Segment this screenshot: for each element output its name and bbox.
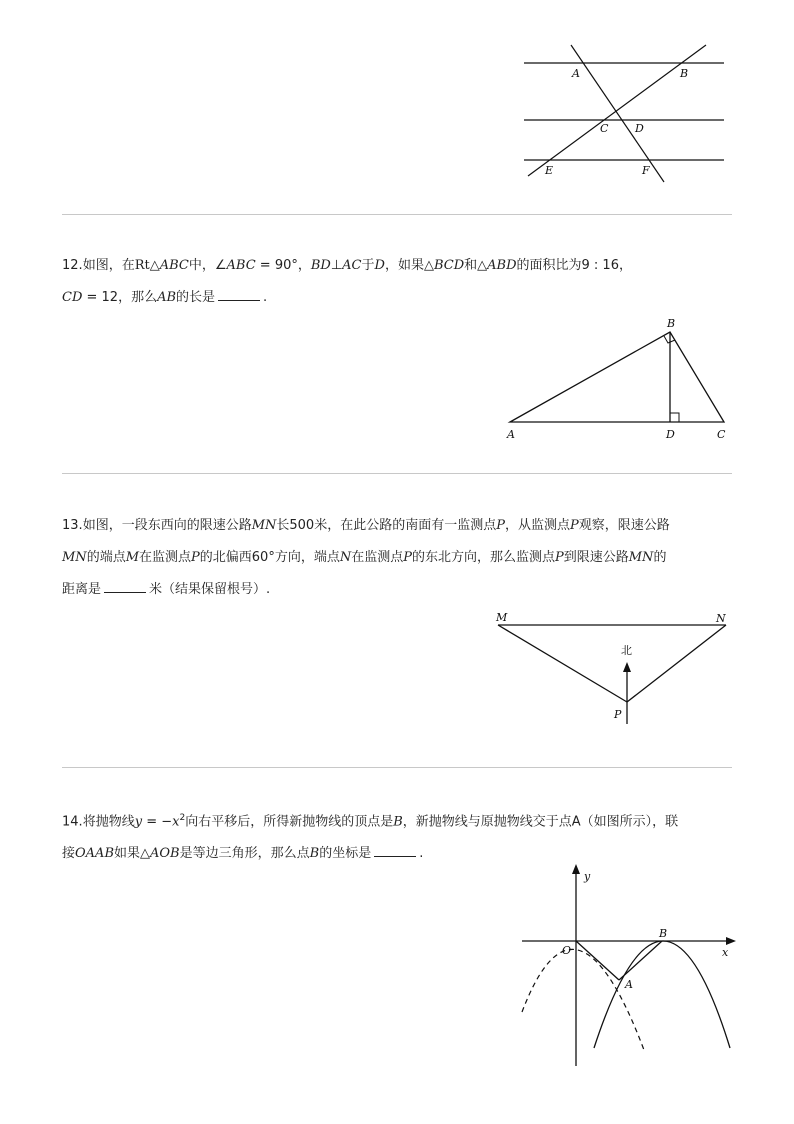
question-12-line-1: 12.如图，在Rt△ABC中，∠ABC = 90°，BD⊥AC于D，如果△BCD和△ABD的面积比为9 : 16， (62, 258, 632, 273)
label-m: M (496, 611, 508, 624)
label-b: B (659, 927, 668, 940)
question-13-text (62, 510, 732, 606)
transversal-line-be (528, 45, 706, 176)
label-a: A (572, 67, 580, 80)
parabola-figure (0, 860, 794, 1080)
label-d: D (635, 122, 644, 135)
label-north: 北 (621, 644, 632, 657)
x-axis-arrow (726, 937, 736, 945)
question-13-line-1: 13.如图，一段东西向的限速公路MN长500米，在此公路的南面有一监测点P，从监测点P观察，限速公路 (62, 518, 670, 533)
parallel-lines-figure (0, 0, 794, 200)
label-c: C (717, 428, 726, 441)
original-parabola (522, 949, 644, 1050)
y-axis-arrow (572, 864, 580, 874)
label-x: x (722, 946, 729, 959)
segment-ab (619, 941, 662, 980)
answer-blank[interactable] (374, 842, 416, 857)
question-14-line-2: 接OAAB如果△AOB是等边三角形，那么点B的坐标是 . (62, 838, 732, 870)
right-triangle-figure (0, 310, 794, 450)
label-e: E (545, 164, 554, 177)
transversal-line-af (571, 45, 664, 182)
right-angle-mark-d (670, 413, 679, 422)
shifted-parabola (594, 941, 730, 1048)
line-mp (498, 625, 627, 702)
segment-oa (576, 941, 619, 980)
label-a: A (507, 428, 515, 441)
label-c: C (600, 122, 609, 135)
question-13-line-3: 距离是 米（结果保留根号）. (62, 574, 732, 606)
label-n: N (716, 612, 726, 625)
question-13-line-2: MN的端点M在监测点P的北偏西60°方向，端点N在监测点P的东北方向，那么监测点P到限速公路MN的 (62, 550, 667, 565)
answer-blank[interactable] (104, 578, 146, 593)
divider (62, 767, 732, 768)
line-np (627, 625, 726, 702)
label-b: B (667, 317, 676, 330)
label-d: D (666, 428, 675, 441)
triangle-abc (510, 332, 724, 422)
road-monitor-figure (0, 600, 794, 740)
divider (62, 473, 732, 474)
north-arrow-head (623, 662, 631, 672)
label-p: P (614, 708, 622, 721)
label-a: A (625, 978, 633, 991)
question-14-line-1: 14.将抛物线$y = -x^2$向右平移后，所得新抛物线的顶点是B，新抛物线与原抛物线交于点A（如图所示），联 (62, 813, 679, 830)
label-o: O (562, 944, 572, 957)
divider (62, 214, 732, 215)
answer-blank[interactable] (218, 286, 260, 301)
label-y: y (584, 870, 591, 883)
label-b: B (680, 67, 689, 80)
question-12-line-2: CD = 12，那么AB的长是 . (62, 282, 732, 314)
label-f: F (642, 164, 650, 177)
question-12-text (62, 250, 732, 314)
